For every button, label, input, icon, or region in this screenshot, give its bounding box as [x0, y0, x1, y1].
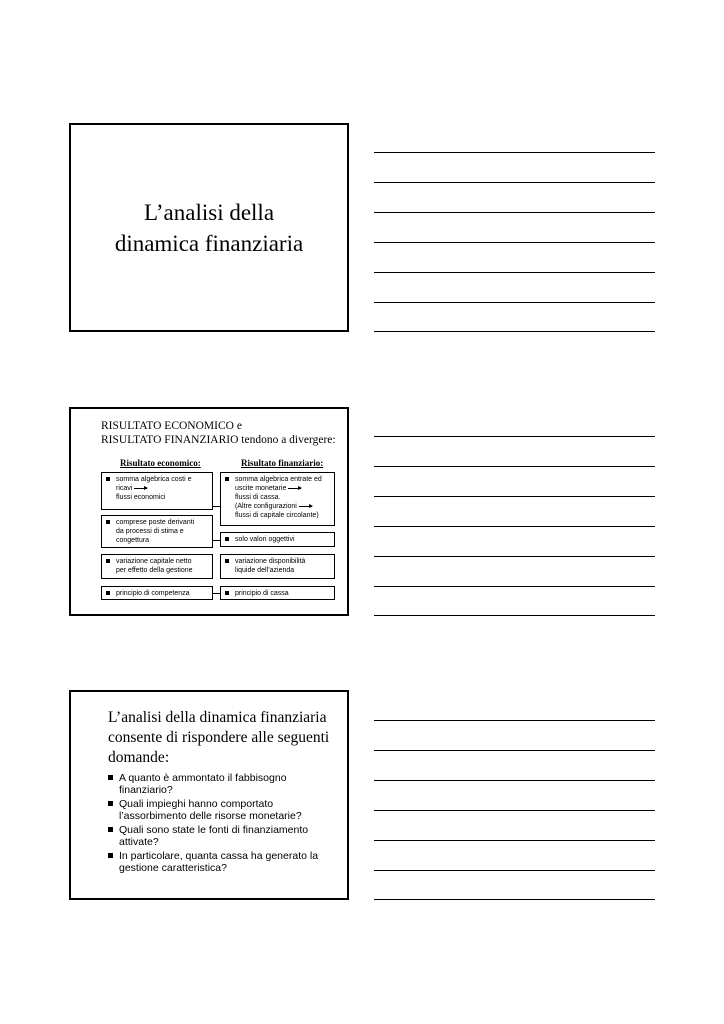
left-column-title: Risultato economico:: [120, 458, 201, 468]
right-box-1: [220, 472, 335, 526]
note-line: [374, 899, 655, 900]
note-line: [374, 870, 655, 871]
left-box-2: [101, 515, 213, 548]
left-box-1: [101, 472, 213, 510]
box-line: somma algebrica entrate ed: [235, 476, 322, 483]
right-column-title: Risultato finanziario:: [241, 458, 324, 468]
box-line: liquide dell’azienda: [235, 567, 295, 574]
note-line: [374, 780, 655, 781]
list-item-line: A quanto è ammontato il fabbisogno: [119, 772, 287, 784]
list-item: [108, 850, 343, 874]
bullet-icon: [108, 853, 113, 858]
slide-1: [69, 123, 349, 332]
slide-2-heading-line: RISULTATO ECONOMICO e: [101, 420, 242, 432]
note-line: [374, 272, 655, 273]
note-line: [374, 496, 655, 497]
box-line: per effetto della gestione: [116, 567, 193, 574]
slide-2-heading: [101, 419, 336, 447]
box-line: comprese poste derivanti: [116, 519, 195, 526]
bullet-icon: [225, 559, 229, 563]
note-line: [374, 526, 655, 527]
list-item-line: attivate?: [119, 836, 159, 848]
note-line: [374, 466, 655, 467]
question-list: [108, 772, 343, 876]
slide-1-title-line: L’analisi della: [143, 200, 275, 225]
arrow-right-icon: [299, 506, 312, 507]
list-item: [108, 824, 343, 848]
bullet-icon: [225, 537, 229, 541]
list-item-line: Quali impieghi hanno comportato: [119, 798, 274, 810]
box-line: variazione capitale netto: [116, 558, 192, 565]
connector-line: [213, 506, 220, 507]
right-box-4: [220, 586, 335, 600]
slide-2: [69, 407, 349, 616]
note-line: [374, 331, 655, 332]
box-line: solo valori oggettivi: [235, 536, 295, 543]
box-line: flussi di cassa.: [235, 494, 281, 501]
list-item-line: finanziario?: [119, 784, 173, 796]
arrow-right-icon: [288, 488, 301, 489]
bullet-icon: [108, 801, 113, 806]
list-item: [108, 798, 343, 822]
slide-3-heading: [108, 708, 329, 768]
left-box-4: [101, 586, 213, 600]
right-box-2: [220, 532, 335, 547]
slide-3-heading-line: domande:: [108, 749, 170, 766]
slide-3-heading-line: L’analisi della dinamica finanziaria: [108, 709, 327, 726]
note-line: [374, 586, 655, 587]
list-item-line: gestione caratteristica?: [119, 862, 227, 874]
box-line: principio di cassa: [235, 590, 289, 597]
list-item-line: In particolare, quanta cassa ha generato la: [119, 850, 319, 862]
note-line: [374, 182, 655, 183]
right-box-3: [220, 554, 335, 579]
list-item: [108, 772, 343, 796]
list-item-line: Quali sono state le fonti di finanziamento: [119, 824, 309, 836]
slide-1-title-line: dinamica finanziaria: [114, 231, 304, 256]
note-line: [374, 615, 655, 616]
note-line: [374, 720, 655, 721]
bullet-icon: [225, 591, 229, 595]
note-line: [374, 810, 655, 811]
list-item-line: l’assorbimento delle risorse monetarie?: [119, 810, 302, 822]
box-line: flussi di capitale circolante): [235, 512, 319, 519]
slide-3-heading-line: consente di rispondere alle seguenti: [108, 729, 330, 746]
connector-line: [213, 540, 220, 541]
box-line: flussi economici: [116, 494, 166, 501]
bullet-icon: [106, 591, 110, 595]
note-line: [374, 212, 655, 213]
slide-1-title: [71, 197, 347, 259]
box-line: somma algebrica costi e: [116, 476, 192, 483]
bullet-icon: [106, 520, 110, 524]
bullet-icon: [106, 559, 110, 563]
box-line: ricavi: [116, 485, 133, 492]
box-line: (Altre configurazioni: [235, 503, 297, 510]
connector-line: [213, 593, 220, 594]
slide-2-heading-line: RISULTATO FINANZIARIO tendono a divergere:: [101, 434, 336, 446]
note-line: [374, 302, 655, 303]
slide-3: [69, 690, 349, 900]
box-line: principio di competenza: [116, 590, 190, 597]
bullet-icon: [225, 477, 229, 481]
bullet-icon: [108, 827, 113, 832]
box-line: variazione disponibilità: [235, 558, 306, 565]
note-line: [374, 436, 655, 437]
box-line: da processi di stima e: [116, 528, 184, 535]
note-line: [374, 152, 655, 153]
note-line: [374, 840, 655, 841]
box-line: uscite monetarie: [235, 485, 287, 492]
note-line: [374, 750, 655, 751]
arrow-right-icon: [134, 488, 147, 489]
note-line: [374, 556, 655, 557]
left-box-3: [101, 554, 213, 579]
note-line: [374, 242, 655, 243]
bullet-icon: [108, 775, 113, 780]
bullet-icon: [106, 477, 110, 481]
box-line: congettura: [116, 537, 150, 544]
